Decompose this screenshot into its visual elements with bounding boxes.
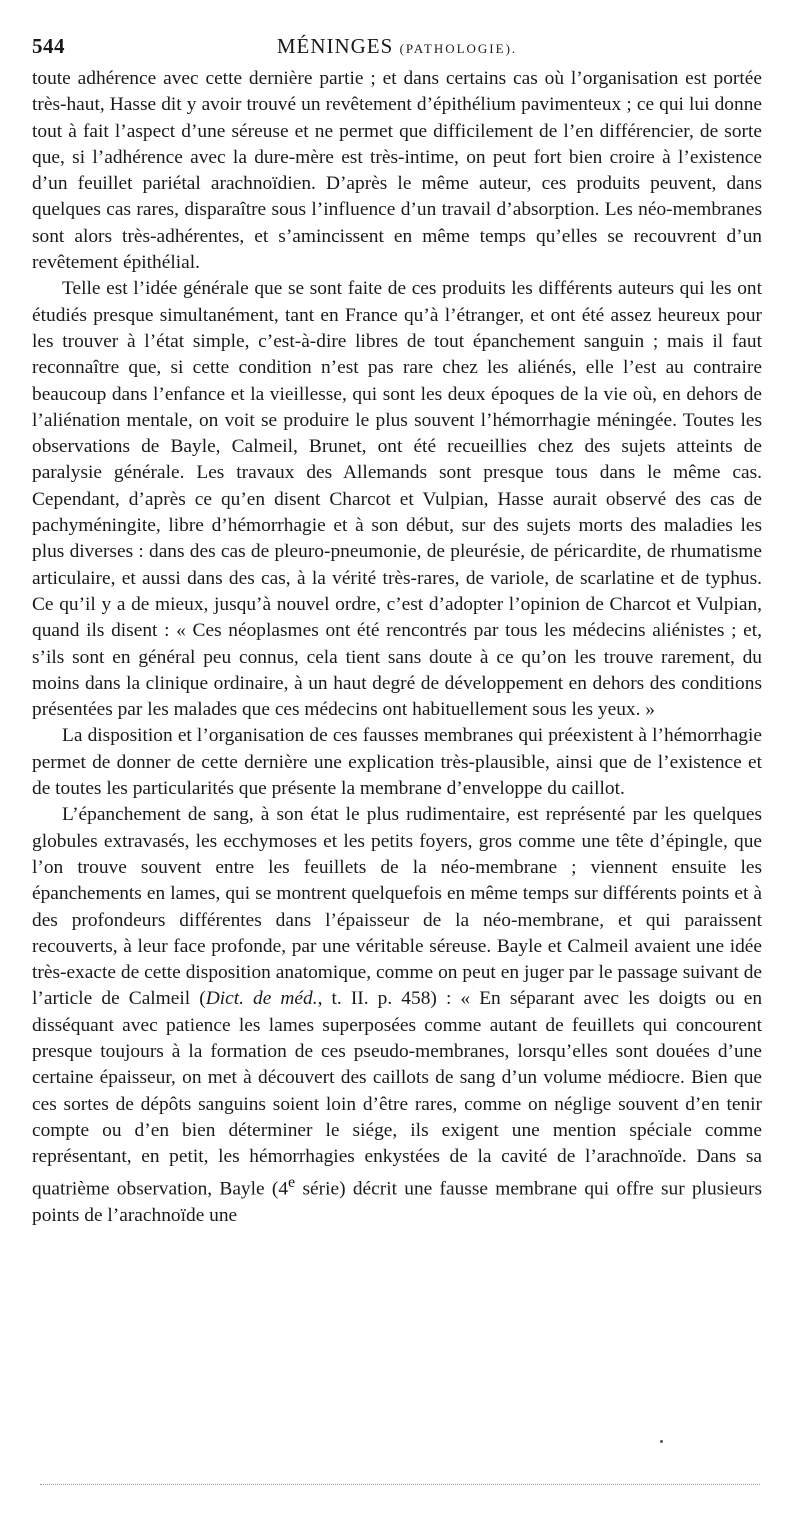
ink-speck (660, 1440, 663, 1443)
paragraph-epanchement-text-2: , t. II. p. 458) : « En séparant avec les doigts ou en disséquant avec patience les lames superposées comme autant de feuillets qui concourent presque toujours à la formation de ces pseudo-membranes, lorsqu’elles sont douées d’une certaine épaisseur, on met à découvert des caillots de sang d’un volume médiocre. Bien que ces sortes de dépôts sanguins soient loin d’être rares, comme on néglige souvent d’en tenir compte ou d’en bien déterminer le siége, ils exigent une mention spéciale comme représentant, en petit, les hémorrhagies enkystées de la cavité de l’arachnoïde. Dans sa quatrième observation, Bayle (4 (32, 988, 763, 1200)
page-number: 544 (32, 34, 65, 58)
paragraph-continuation: toute adhérence avec cette dernière partie ; et dans certains cas où l’organisation est portée très-haut, Hasse dit y avoir trouvé un revêtement d’épithélium pavimenteux ; ce qui lui donne tout à fait l’aspect d’une séreuse et ne permet que difficilement de l’en différencier, de sorte que, si l’adhérence avec la dure-mère est très-intime, on peut fort bien croire à l’existence d’un feuillet pariétal arachnoïdien. D’après le même auteur, ces produits peuvent, dans quelques cas rares, disparaître sous l’influence d’un travail d’absorption. Les néo-membranes sont alors très-adhérentes, et s’amincissent en même temps qu’elles se recouvrent d’un revêtement épithélial. (32, 68, 762, 274)
body-text (32, 66, 762, 1230)
citation-dict-de-med: Dict. de méd. (205, 988, 318, 1010)
running-title-main: MÉNINGES (276, 34, 394, 58)
paragraph-epanchement (32, 802, 762, 1229)
paragraph-epanchement-text-3: série) décrit une fausse membrane qui offre sur plusieurs points de l’arachnoïde une (32, 1178, 762, 1227)
running-title-sub: (PATHOLOGIE). (399, 41, 518, 56)
paragraph-disposition: La disposition et l’organisation de ces fausses membranes qui préexistent à l’hémorrhagie permet de donner de cette dernière une explication très-plausible, ainsi que de l’existence et de toutes les particularités que présente la membrane d’enveloppe du caillot. (32, 725, 762, 800)
paragraph-epanchement-text-1: L’épanchement de sang, à son état le plus rudimentaire, est représenté par les quelques globules extravasés, les ecchymoses et les petits foyers, gros comme une tête d’épingle, que l’on trouve souvent entre les feuillets de la néo-membrane ; viennent ensuite les épanchements en lames, qui se montrent quelquefois en même temps sur différents points et à des profondeurs différentes dans l’épaisseur de la néo-membrane, et qui paraissent recouverts, à leur face profonde, par une véritable séreuse. Bayle et Calmeil avaient une idée très-exacte de cette disposition anatomique, comme on peut en juger par le passage suivant de l’article de Calmeil ( (32, 804, 762, 1010)
running-title (32, 34, 762, 59)
superscript-e: e (288, 1174, 296, 1192)
bottom-bleed-through-line (40, 1484, 760, 1485)
paragraph-general-idea: Telle est l’idée générale que se sont faite de ces produits les différents auteurs qui les ont étudiés presque simultanément, tant en France qu’à l’étranger, et ont été assez heureux pour les trouver à l’état simple, c’est-à-dire libres de tout épanchement sanguin ; mais il faut reconnaître que, si cette condition n’est pas rare chez les aliénés, elle l’est au contraire beaucoup dans l’enfance et la vieillesse, qui sont les deux époques de la vie où, en dehors de l’aliénation mentale, on voit se produire le plus souvent l’hémorrhagie méningée. Toutes les observations de Bayle, Calmeil, Brunet, ont été recueillies chez des sujets atteints de paralysie générale. Les travaux des Allemands sont presque tous dans le même cas. Cependant, d’après ce qu’en disent Charcot et Vulpian, Hasse aurait observé des cas de pachyméningite, libre d’hémorrhagie et à son début, sur des sujets morts des maladies les plus diverses : dans des cas de pleuro-pneumonie, de pleurésie, de péricardite, de rhumatisme articulaire, et aussi dans des cas, à la vérité très-rares, de variole, de scarlatine et de typhus. Ce qu’il y a de mieux, jusqu’à nouvel ordre, c’est d’adopter l’opinion de Charcot et Vulpian, quand ils disent : « Ces néoplasmes ont été rencontrés par tous les médecins aliénistes ; et, s’ils sont en général peu connus, cela tient sans doute à ce qu’on les trouve rarement, du moins dans la clinique ordinaire, à un haut degré de développement en dehors des conditions présentées par les malades que ces médecins ont habituellement sous les yeux. » (32, 278, 762, 721)
page-header (32, 34, 762, 62)
